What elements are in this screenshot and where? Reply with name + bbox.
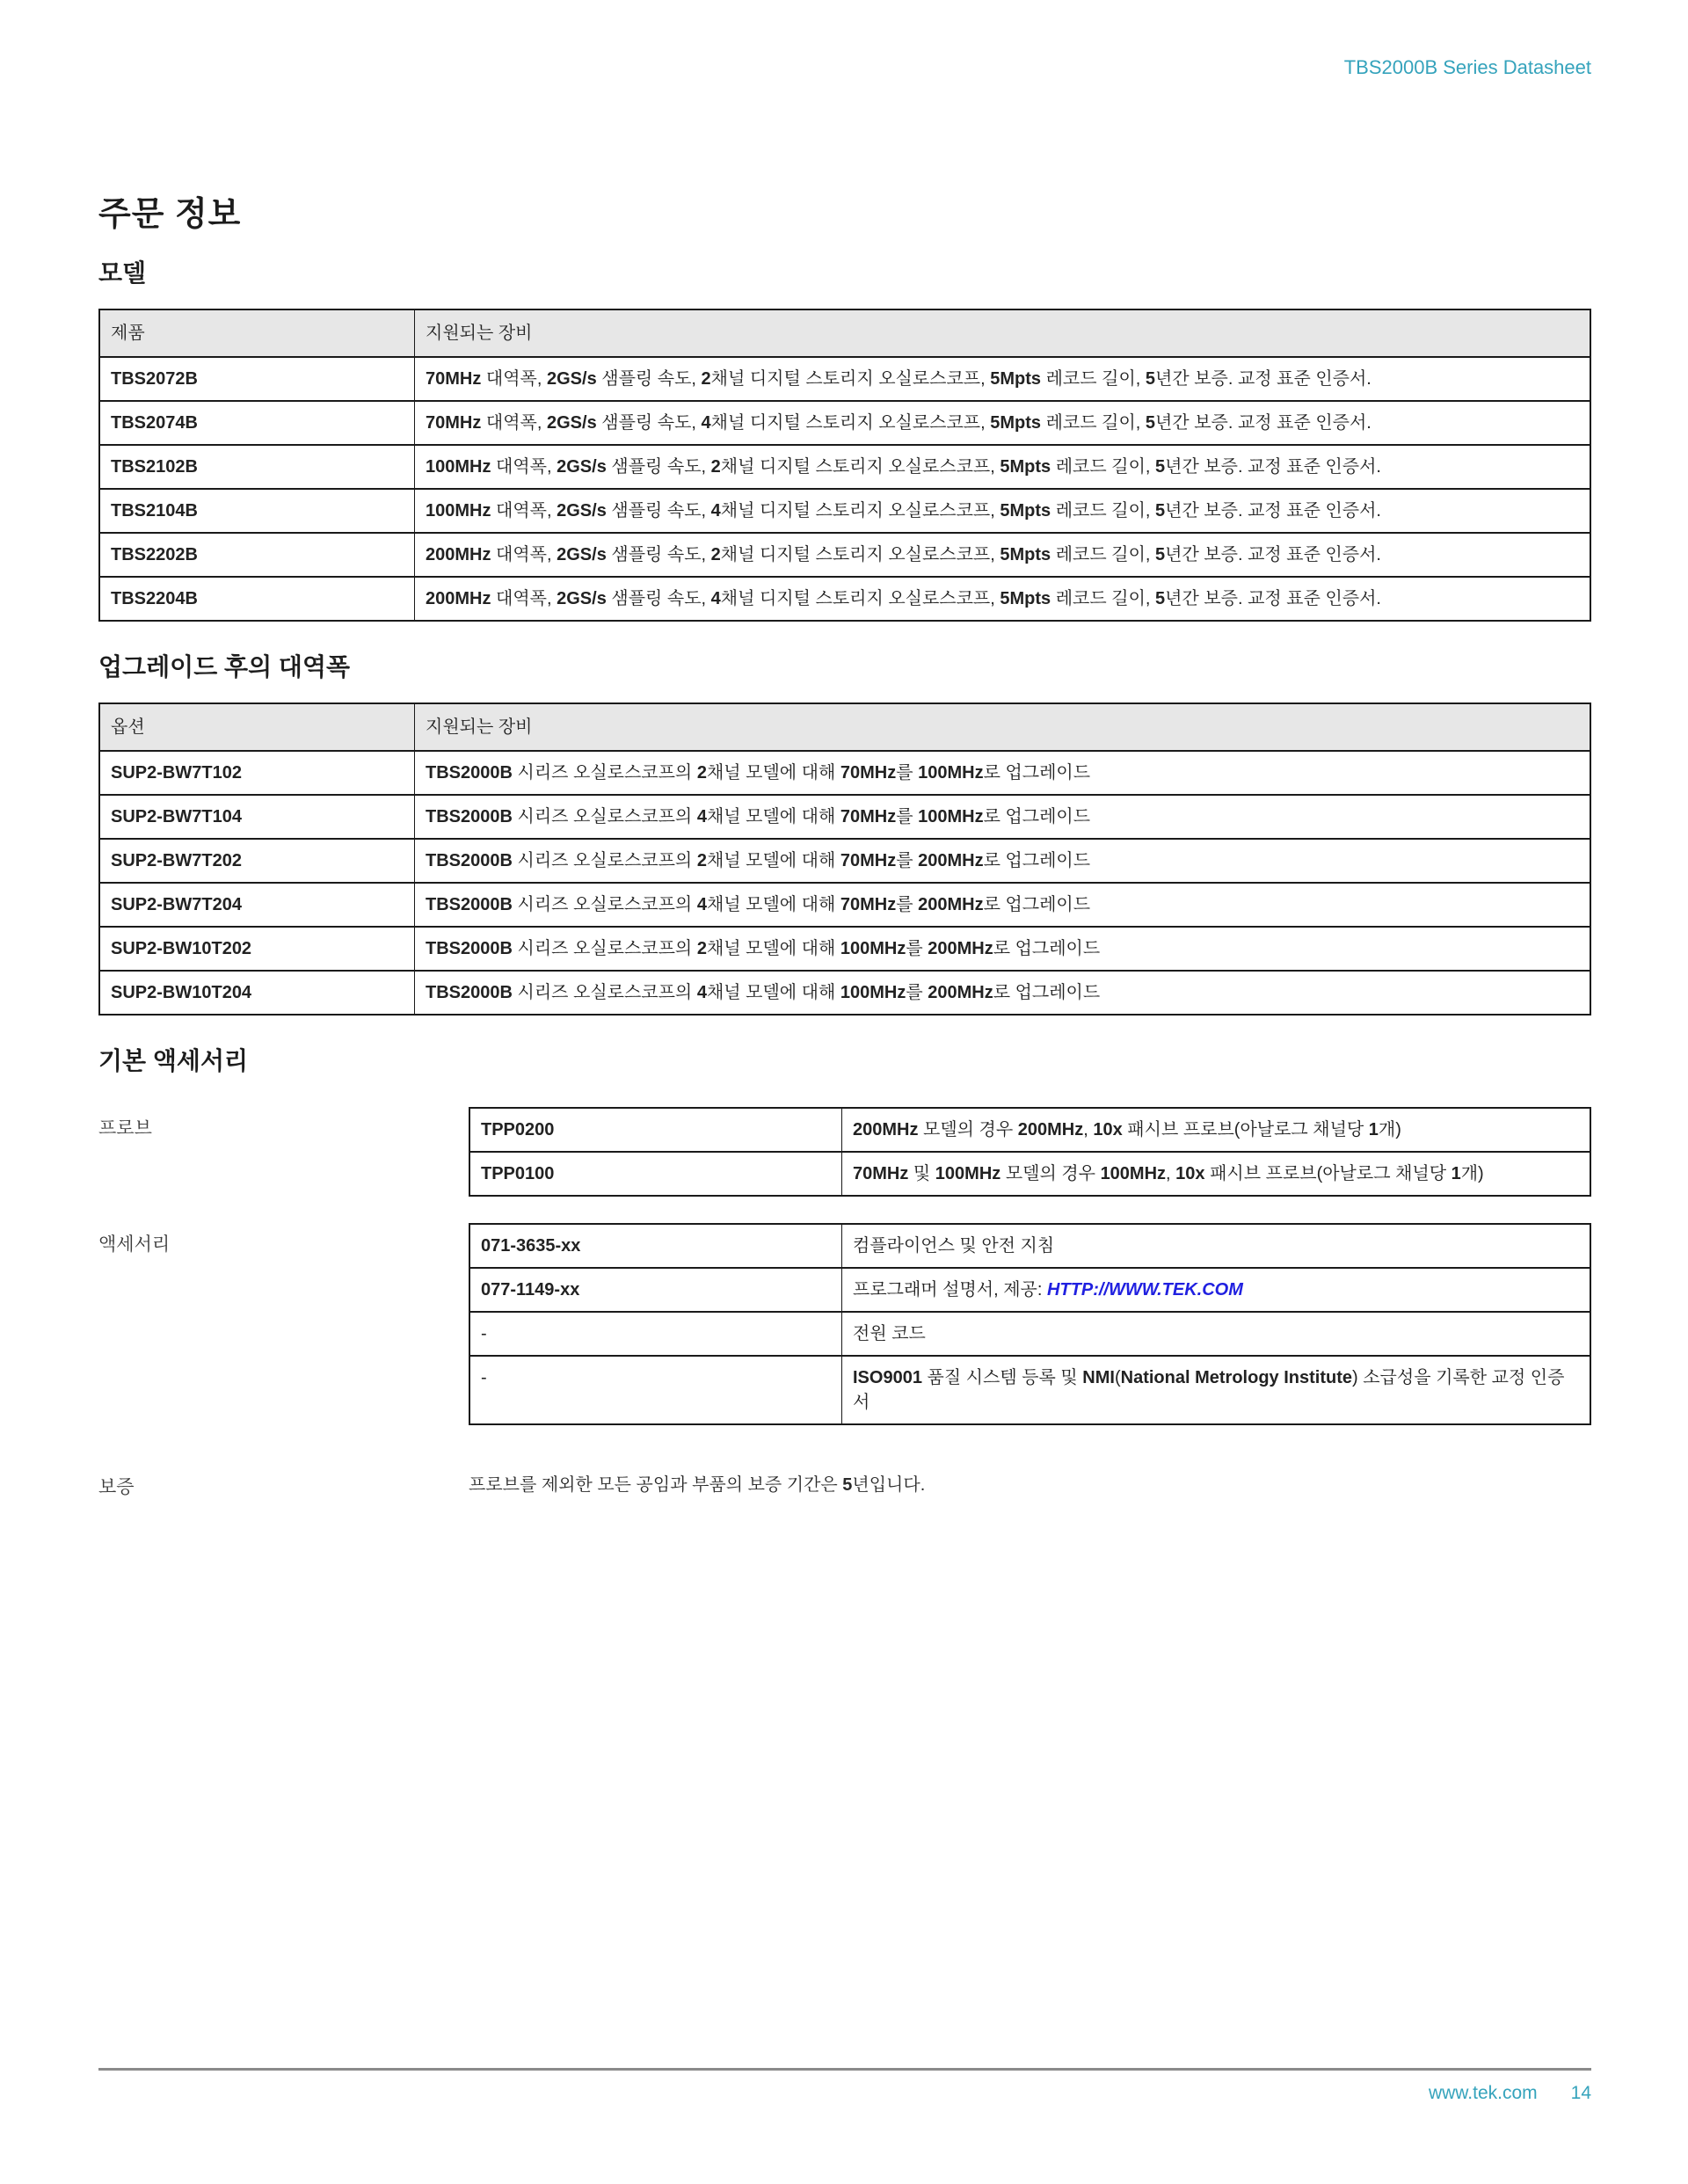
datasheet-header <box>98 0 1591 79</box>
desc-cell: TBS2000B 시리즈 오실로스코프의 4채널 모델에 대해 70MHz를 200MHz로 업그레이드 <box>415 883 1591 927</box>
desc-cell: TBS2000B 시리즈 오실로스코프의 2채널 모델에 대해 70MHz를 200MHz로 업그레이드 <box>415 839 1591 883</box>
table-row <box>99 401 1590 445</box>
footer-page-number: 14 <box>1570 2083 1591 2103</box>
part-cell: 077-1149-xx <box>469 1268 842 1312</box>
part-cell: SUP2-BW7T102 <box>99 751 415 795</box>
table-row <box>469 1224 1590 1268</box>
desc-cell: 100MHz 대역폭, 2GS/s 샘플링 속도, 2채널 디지털 스토리지 오실로스코프, 5Mpts 레코드 길이, 5년간 보증. 교정 표준 인증서. <box>415 445 1591 489</box>
probes-group <box>98 1107 1591 1197</box>
warranty-group-label: 보증 <box>98 1477 135 1497</box>
part-cell: 071-3635-xx <box>469 1224 842 1268</box>
desc-cell: 프로그래머 설명서, 제공: HTTP://WWW.TEK.COM <box>842 1268 1591 1312</box>
upgrades-table <box>98 703 1591 1016</box>
table-row <box>469 1356 1590 1424</box>
table-row <box>99 445 1590 489</box>
part-cell: TBS2102B <box>99 445 415 489</box>
table-row <box>99 357 1590 401</box>
probes-group-label: 프로브 <box>98 1118 152 1139</box>
desc-cell: TBS2000B 시리즈 오실로스코프의 4채널 모델에 대해 70MHz를 100MHz로 업그레이드 <box>415 795 1591 839</box>
table-row <box>99 533 1590 577</box>
page-footer <box>98 2068 1591 2104</box>
part-cell: - <box>469 1312 842 1356</box>
part-cell: SUP2-BW7T104 <box>99 795 415 839</box>
section-heading-accessories: 기본 액세서리 <box>98 1047 249 1074</box>
part-cell: TPP0100 <box>469 1152 842 1196</box>
desc-cell: TBS2000B 시리즈 오실로스코프의 2채널 모델에 대해 100MHz를 200MHz로 업그레이드 <box>415 927 1591 971</box>
desc-cell: ISO9001 품질 시스템 등록 및 NMI(National Metrology Institute) 소급성을 기록한 교정 인증서 <box>842 1356 1591 1424</box>
section-heading-models: 모델 <box>98 259 147 287</box>
part-cell: TBS2104B <box>99 489 415 533</box>
part-cell: TBS2074B <box>99 401 415 445</box>
section-heading-upgrades: 업그레이드 후의 대역폭 <box>98 653 351 681</box>
table-row <box>99 489 1590 533</box>
table-row <box>99 577 1590 621</box>
table-row <box>99 839 1590 883</box>
warranty-group <box>98 1466 1591 1499</box>
table-row <box>469 1152 1590 1196</box>
probes-table <box>469 1107 1591 1197</box>
accessories-group-label: 액세서리 <box>98 1234 171 1255</box>
part-cell: SUP2-BW7T202 <box>99 839 415 883</box>
tek-url-link[interactable]: HTTP://WWW.TEK.COM <box>1046 1280 1243 1299</box>
table-row <box>469 1108 1590 1152</box>
desc-cell: 100MHz 대역폭, 2GS/s 샘플링 속도, 4채널 디지털 스토리지 오실로스코프, 5Mpts 레코드 길이, 5년간 보증. 교정 표준 인증서. <box>415 489 1591 533</box>
warranty-text: 프로브를 제외한 모든 공임과 부품의 보증 기간은 5년입니다. <box>469 1475 926 1495</box>
desc-cell: 70MHz 대역폭, 2GS/s 샘플링 속도, 4채널 디지털 스토리지 오실로스코프, 5Mpts 레코드 길이, 5년간 보증. 교정 표준 인증서. <box>415 401 1591 445</box>
desc-cell: 컴플라이언스 및 안전 지침 <box>842 1224 1591 1268</box>
table-row <box>469 1312 1590 1356</box>
part-cell: - <box>469 1356 842 1424</box>
table-header-row <box>99 703 1590 751</box>
part-cell: TPP0200 <box>469 1108 842 1152</box>
column-header: 지원되는 장비 <box>415 703 1591 751</box>
table-row <box>99 751 1590 795</box>
part-cell: TBS2202B <box>99 533 415 577</box>
part-cell: TBS2072B <box>99 357 415 401</box>
table-row <box>99 927 1590 971</box>
column-header: 제품 <box>99 309 415 357</box>
part-cell: TBS2204B <box>99 577 415 621</box>
accessories-group <box>98 1223 1591 1425</box>
datasheet-title: TBS2000B Series Datasheet <box>1343 56 1591 78</box>
part-cell: SUP2-BW10T204 <box>99 971 415 1015</box>
desc-cell: TBS2000B 시리즈 오실로스코프의 4채널 모델에 대해 100MHz를 200MHz로 업그레이드 <box>415 971 1591 1015</box>
table-row <box>469 1268 1590 1312</box>
footer-site-link[interactable]: www.tek.com <box>1428 2083 1538 2103</box>
desc-cell: 200MHz 대역폭, 2GS/s 샘플링 속도, 4채널 디지털 스토리지 오실로스코프, 5Mpts 레코드 길이, 5년간 보증. 교정 표준 인증서. <box>415 577 1591 621</box>
table-row <box>99 971 1590 1015</box>
column-header: 옵션 <box>99 703 415 751</box>
page-title: 주문 정보 <box>98 196 242 233</box>
desc-cell: 200MHz 대역폭, 2GS/s 샘플링 속도, 2채널 디지털 스토리지 오실로스코프, 5Mpts 레코드 길이, 5년간 보증. 교정 표준 인증서. <box>415 533 1591 577</box>
desc-cell: TBS2000B 시리즈 오실로스코프의 2채널 모델에 대해 70MHz를 100MHz로 업그레이드 <box>415 751 1591 795</box>
desc-cell: 70MHz 및 100MHz 모델의 경우 100MHz, 10x 패시브 프로브(아날로그 채널당 1개) <box>842 1152 1591 1196</box>
accessories-table <box>469 1223 1591 1425</box>
table-header-row <box>99 309 1590 357</box>
part-cell: SUP2-BW10T202 <box>99 927 415 971</box>
table-row <box>99 883 1590 927</box>
part-cell: SUP2-BW7T204 <box>99 883 415 927</box>
desc-cell: 전원 코드 <box>842 1312 1591 1356</box>
table-row <box>99 795 1590 839</box>
column-header: 지원되는 장비 <box>415 309 1591 357</box>
desc-cell: 200MHz 모델의 경우 200MHz, 10x 패시브 프로브(아날로그 채널당 1개) <box>842 1108 1591 1152</box>
desc-cell: 70MHz 대역폭, 2GS/s 샘플링 속도, 2채널 디지털 스토리지 오실로스코프, 5Mpts 레코드 길이, 5년간 보증. 교정 표준 인증서. <box>415 357 1591 401</box>
models-table <box>98 309 1591 622</box>
